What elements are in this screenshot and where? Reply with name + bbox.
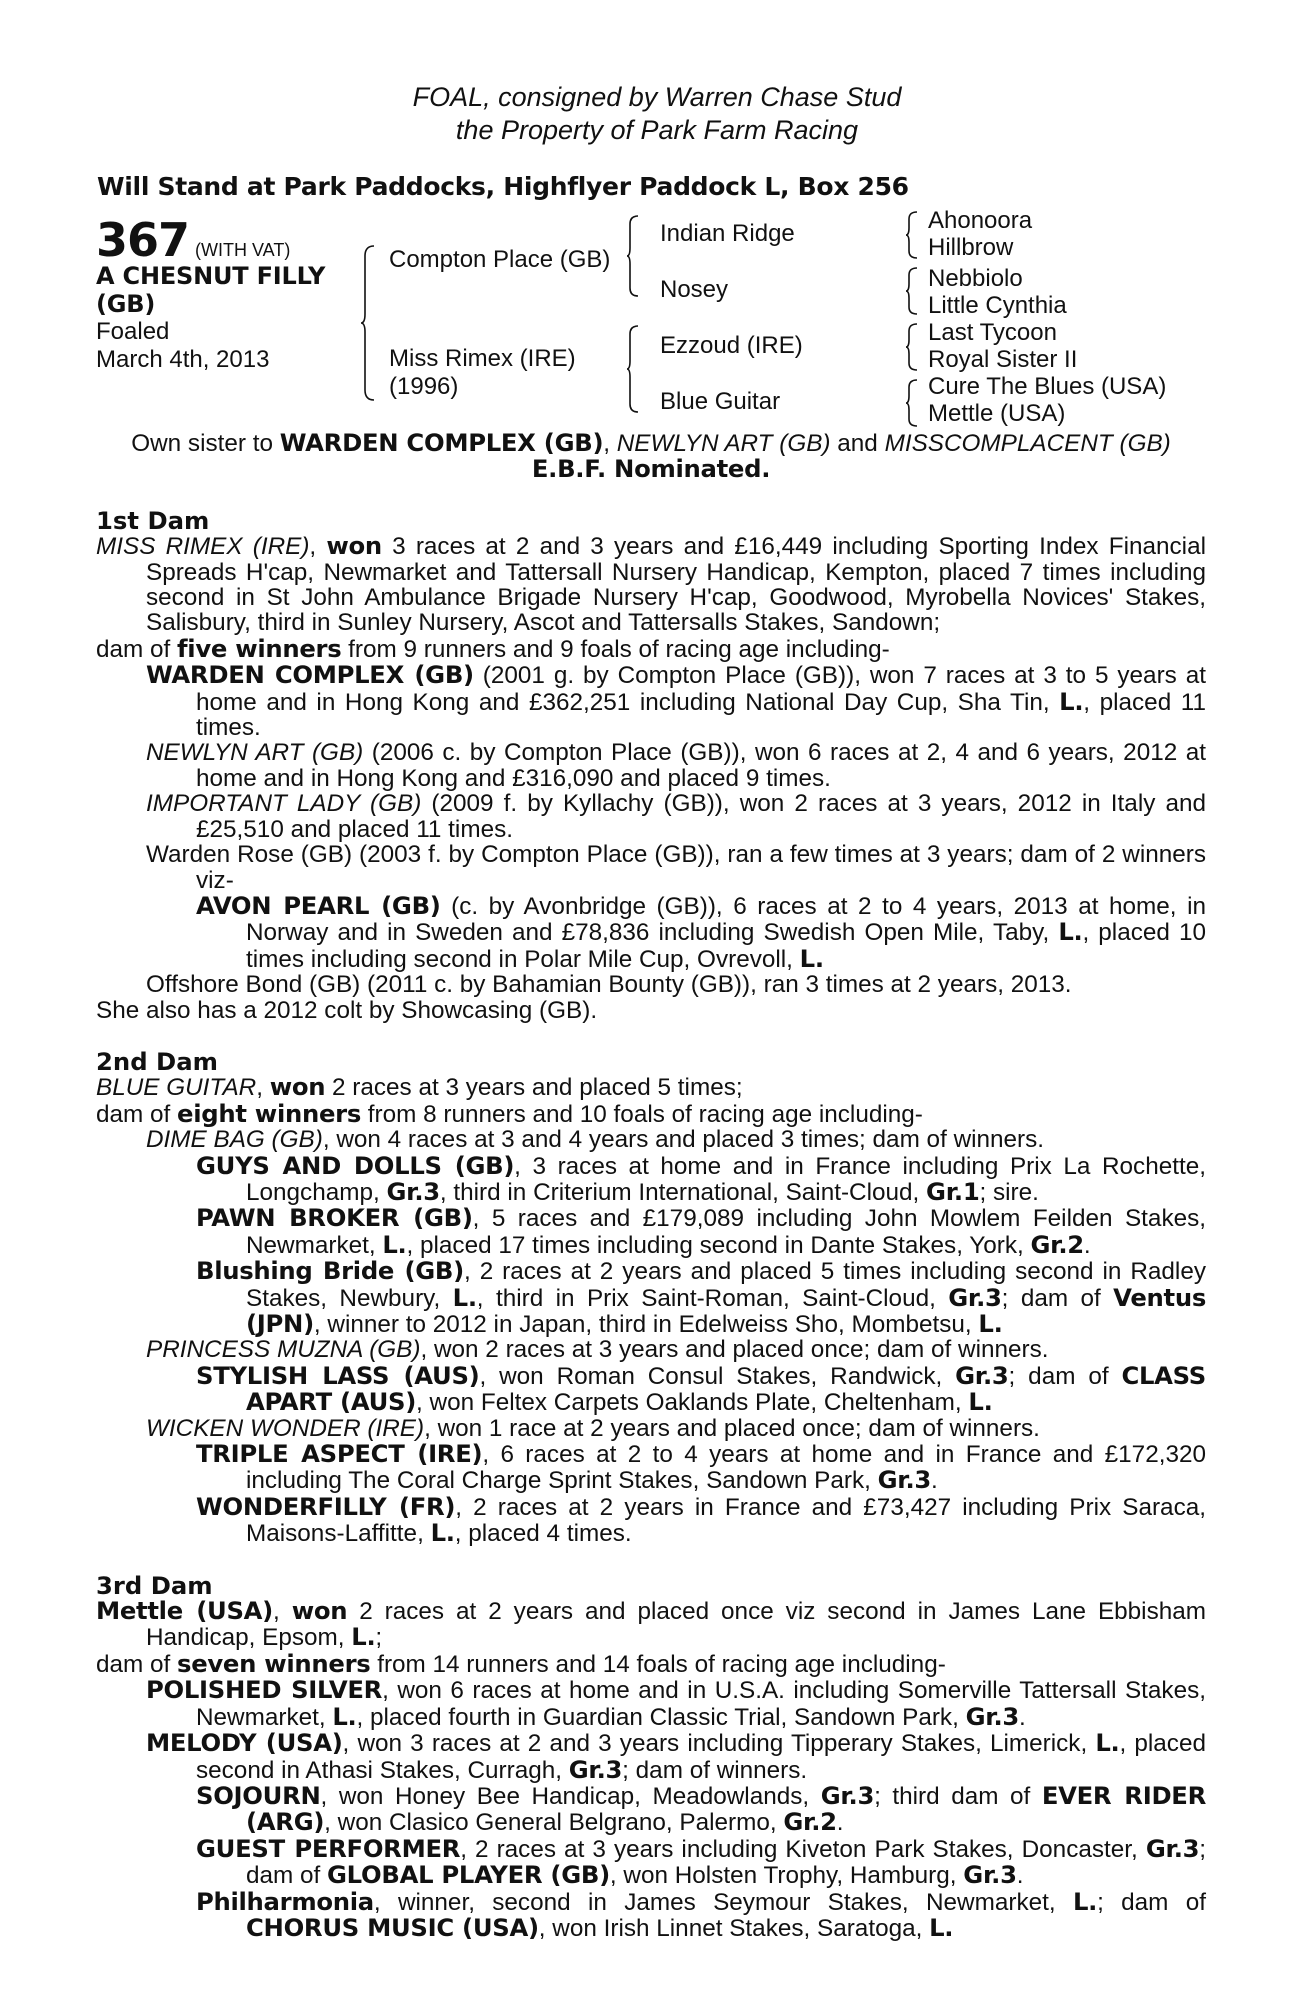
second-dam-record: BLUE GUITAR, won 2 races at 3 years and placed 5 times; <box>96 1072 743 1102</box>
pedigree-brace-sire <box>626 214 640 298</box>
pedigree-gen3-7: Cure The Blues (USA) <box>928 373 1167 400</box>
horse-description <box>96 262 325 318</box>
pedigree-gen3-3: Nebbiolo <box>928 265 1023 292</box>
foaled-label: Foaled <box>96 318 170 345</box>
third-dam-record: Mettle (USA), won 2 races at 2 years and placed once viz second in James Lane Ebbisham Handicap, Epsom, L.; <box>96 1596 1206 1652</box>
first-dam-note: She also has a 2012 colt by Showcasing (GB). <box>96 996 598 1024</box>
pedigree-gen3-2: Hillbrow <box>928 234 1014 261</box>
third-dam-produce-summary: dam of seven winners from 14 runners and 14 foals of racing age including- <box>96 1648 946 1678</box>
produce-newlyn-art: NEWLYN ART (GB) (2006 c. by Compton Place (GB)), won 6 races at 2, 4 and 6 years, 2012 at home and in Hong Kong and £316,090 and placed 9 times. <box>146 739 1206 792</box>
produce-dime-bag: DIME BAG (GB), won 4 races at 3 and 4 years and placed 3 times; dam of winners. <box>146 1126 1045 1154</box>
lot-number: 367 <box>96 213 190 267</box>
produce-philharmonia: Philharmonia, winner, second in James Seymour Stakes, Newmarket, L.; dam of CHORUS MUSIC (USA), won Irish Linnet Stakes, Saratoga, L. <box>196 1886 1207 1942</box>
produce-princess-muzna: PRINCESS MUZNA (GB), won 2 races at 3 years and placed once; dam of winners. <box>146 1336 1049 1364</box>
pedigree-sire-dam: Nosey <box>660 276 729 303</box>
first-dam-produce-summary: dam of five winners from 9 runners and 9 foals of racing age including- <box>96 633 890 663</box>
first-dam-record: MISS RIMEX (IRE), won 3 races at 2 and 3 years and £16,449 including Sporting Index Financial Spreads H'cap, Newmarket and Tattersall Nursery Handicap, Kempton, placed 7 times including second in St John Ambulance Brigade Nursery H'cap, Goodwood, Myrobella Novices' Stakes, Salisbury, third in Sunley Nursery, Ascot and Tattersalls Stakes, Sandown; <box>96 531 1206 637</box>
produce-wicken-wonder: WICKEN WONDER (IRE), won 1 race at 2 years and placed once; dam of winners. <box>146 1414 1040 1442</box>
pedigree-brace-dam <box>626 324 640 414</box>
pedigree-brace-dd <box>905 378 919 428</box>
second-dam-heading: 2nd Dam <box>96 1046 218 1076</box>
produce-warden-complex: WARDEN COMPLEX (GB) (2001 g. by Compton Place (GB)), won 7 races at 3 to 5 years at home and in Hong Kong and £362,251 including National Day Cup, Sha Tin, L., placed 11 times. <box>146 660 1206 742</box>
second-dam-produce-summary: dam of eight winners from 8 runners and 10 foals of racing age including- <box>96 1098 923 1128</box>
produce-stylish-lass: STYLISH LASS (AUS), won Roman Consul Stakes, Randwick, Gr.3; dam of CLASS APART (AUS), won Feltex Carpets Oaklands Plate, Cheltenham, L. <box>196 1360 1206 1417</box>
produce-warden-rose: Warden Rose (GB) (2003 f. by Compton Place (GB)), ran a few times at 3 years; dam of 2 winners viz- <box>146 841 1206 894</box>
produce-triple-aspect: TRIPLE ASPECT (IRE), 6 races at 2 to 4 years at home and in France and £172,320 including The Coral Charge Sprint Stakes, Sandown Park, Gr.3. <box>196 1439 1206 1495</box>
produce-blushing-bride: Blushing Bride (GB), 2 races at 2 years and placed 5 times including second in Radley Stakes, Newbury, L., third in Prix Saint-Roman, Saint-Cloud, Gr.3; dam of Ventus (JPN), winner to 2012 in Japan, third in Edelweiss Sho, Mombetsu, L. <box>196 1256 1206 1338</box>
produce-wonderfilly: WONDERFILLY (FR), 2 races at 2 years in France and £73,427 including Prix Saraca, Maisons-Laffitte, L., placed 4 times. <box>196 1491 1206 1548</box>
pedigree-dam-sire: Ezzoud (IRE) <box>660 332 803 359</box>
pedigree-gen3-5: Last Tycoon <box>928 319 1057 346</box>
pedigree-sire-sire: Indian Ridge <box>660 220 795 247</box>
foaled-date <box>96 318 269 374</box>
first-dam-heading: 1st Dam <box>96 505 210 535</box>
produce-polished-silver: POLISHED SILVER, won 6 races at home and in U.S.A. including Somerville Tattersall Stakes, Newmarket, L., placed fourth in Guardian Classic Trial, Sandown Park, Gr.3. <box>146 1675 1206 1731</box>
consignor-line: FOAL, consigned by Warren Chase Stud <box>412 82 902 112</box>
foaled-value: March 4th, 2013 <box>96 346 270 373</box>
produce-offshore-bond: Offshore Bond (GB) (2011 c. by Bahamian Bounty (GB)), ran 3 times at 2 years, 2013. <box>146 971 1072 999</box>
stand-location: Will Stand at Park Paddocks, Highflyer Paddock L, Box 256 <box>97 172 909 201</box>
ebf-nominated: E.B.F. Nominated. <box>531 454 771 484</box>
lot-number-block <box>96 213 290 267</box>
produce-pawn-broker: PAWN BROKER (GB), 5 races and £179,089 including John Mowlem Feilden Stakes, Newmarket, L., placed 17 times including second in Dante Stakes, York, Gr.2. <box>196 1203 1206 1259</box>
produce-guys-and-dolls: GUYS AND DOLLS (GB), 3 races at home and in France including Prix La Rochette, Longchamp, Gr.3, third in Criterium International, Saint-Cloud, Gr.1; sire. <box>196 1150 1206 1206</box>
produce-important-lady: IMPORTANT LADY (GB) (2009 f. by Kyllachy (GB)), won 2 races at 3 years, 2012 in Italy and £25,510 and placed 11 times. <box>146 790 1206 843</box>
vat-label: (WITH VAT) <box>195 240 291 260</box>
pedigree-brace-sd <box>905 266 919 316</box>
pedigree-gen3-1: Ahonoora <box>928 207 1033 234</box>
pedigree-dam-dam: Blue Guitar <box>660 388 781 415</box>
horse-country: (GB) <box>96 290 156 318</box>
pedigree-gen3-8: Mettle (USA) <box>928 400 1066 427</box>
property-line: the Property of Park Farm Racing <box>455 115 859 145</box>
pedigree-brace-main <box>360 244 376 402</box>
horse-sex-color: A CHESNUT FILLY <box>96 262 326 290</box>
produce-guest-performer: GUEST PERFORMER, 2 races at 3 years including Kiveton Park Stakes, Doncaster, Gr.3; dam of GLOBAL PLAYER (GB), won Holsten Trophy, Hamburg, Gr.3. <box>196 1833 1206 1890</box>
pedigree-sire: Compton Place (GB) <box>389 246 611 273</box>
own-sister-line: Own sister to WARDEN COMPLEX (GB), NEWLYN ART (GB) and MISSCOMPLACENT (GB) <box>131 428 1171 457</box>
pedigree-brace-ds <box>905 322 919 372</box>
pedigree-dam-year: (1996) <box>389 373 459 400</box>
pedigree-dam: Miss Rimex (IRE) <box>389 345 576 372</box>
pedigree-gen3-4: Little Cynthia <box>928 292 1067 319</box>
catalogue-body <box>96 430 1206 1941</box>
pedigree-brace-ss <box>905 210 919 260</box>
produce-avon-pearl: AVON PEARL (GB) (c. by Avonbridge (GB)), 6 races at 2 to 4 years, 2013 at home, in Norway and in Sweden and £78,836 including Swedish Open Mile, Taby, L., placed 10 times including second in Polar Mile Cup, Ovrevoll, L. <box>196 890 1206 973</box>
produce-sojourn: SOJOURN, won Honey Bee Handicap, Meadowlands, Gr.3; third dam of EVER RIDER (ARG), won Clasico General Belgrano, Palermo, Gr.2. <box>196 1780 1207 1837</box>
pedigree-gen3-6: Royal Sister II <box>928 346 1078 373</box>
third-dam-heading: 3rd Dam <box>96 1570 213 1600</box>
produce-melody: MELODY (USA), won 3 races at 2 and 3 years including Tipperary Stakes, Limerick, L., placed second in Athasi Stakes, Curragh, Gr.3; dam of winners. <box>146 1728 1206 1784</box>
